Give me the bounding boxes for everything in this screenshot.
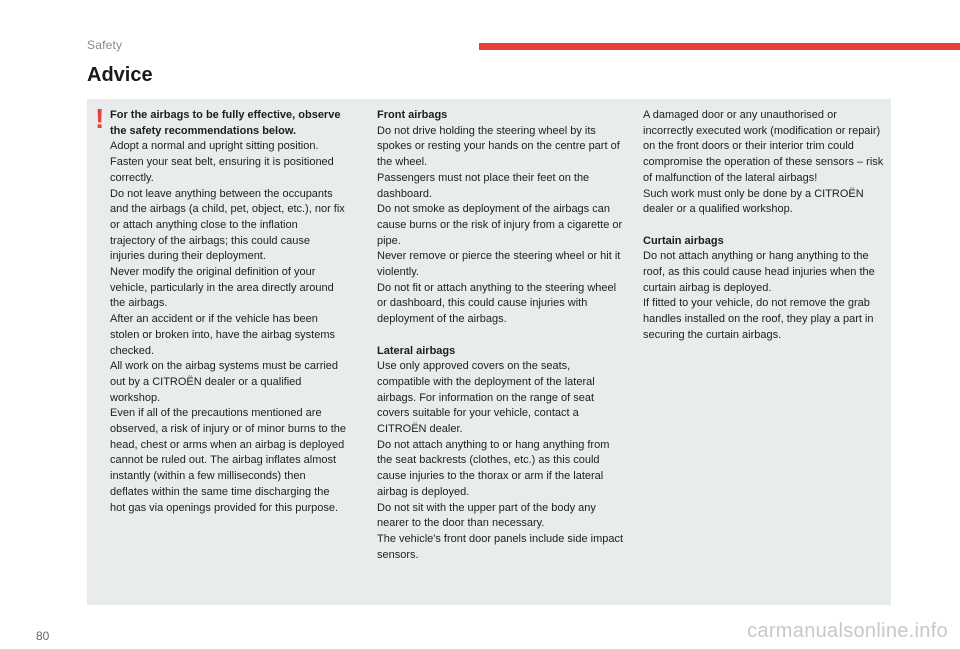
curtain-line: Do not attach anything or hang anything to the roof, as this could cause head injuries when the curtain airbag is deployed. [643, 250, 875, 294]
advice-line: After an accident or if the vehicle has been stolen or broken into, have the airbag systems checked. [110, 313, 336, 357]
lateral-line: Do not sit with the upper part of the body any nearer to the door than necessary. [377, 501, 596, 530]
column-doors-curtain [643, 108, 888, 344]
front-line: Never remove or pierce the steering wheel or hit it violently. [377, 250, 621, 279]
spacer [377, 328, 625, 344]
advice-line: Do not leave anything between the occupants and the airbags (a child, pet, object, etc.), nor fix or attach anything close to the inflation trajectory of the airbags; this could cause injuries during their deployment. [110, 187, 345, 263]
front-airbags-heading: Front airbags [377, 109, 448, 121]
advice-line: Even if all of the precautions mentioned are observed, a risk of injury or of minor burns to the head, chest or arms when an airbag is deployed cannot be ruled out. The airbag inflates almost instantly (within a few milliseconds) then deflates within the same time discharging the hot gas via openings provided for this purpose. [110, 407, 346, 514]
curtain-airbags-heading: Curtain airbags [643, 234, 724, 247]
damage-line: A damaged door or any unauthorised or incorrectly executed work (modification or repair) on the front doors or their interior trim could compromise the operation of these sensors – risk of malfunction of the lateral airbags! [643, 109, 884, 184]
watermark: carmanualsonline.info [747, 620, 948, 642]
lateral-line: The vehicle's front door panels include side impact sensors. [377, 532, 624, 561]
advice-line: Never modify the original definition of your vehicle, particularly in the area directly around the airbags. [110, 266, 334, 310]
advice-line: All work on the airbag systems must be carried out by a CITROËN dealer or a qualified workshop. [110, 360, 339, 404]
front-line: Do not drive holding the steering wheel by its spokes or resting your hands on the centre part of the wheel. [377, 124, 620, 169]
page-title: Advice [87, 64, 153, 86]
warning-exclamation-icon: ! [95, 103, 105, 134]
lateral-airbags-heading: Lateral airbags [377, 344, 456, 357]
column-front-lateral [377, 108, 625, 563]
spacer [643, 218, 888, 234]
front-line: Passengers must not place their feet on the dashboard. [377, 171, 590, 200]
front-line: Do not smoke as deployment of the airbags can cause burns or the risk of injury from a cigarette or pipe. [377, 203, 623, 247]
lateral-line: Do not attach anything to or hang anything from the seat backrests (clothes, etc.) as this could cause injuries to the thorax or arm if the lateral airbag is deployed. [377, 438, 610, 498]
column-general-advice [110, 108, 346, 516]
page-number: 80 [36, 629, 50, 643]
advice-line: Adopt a normal and upright sitting position. [110, 140, 319, 153]
damage-line: Such work must only be done by a CITROËN dealer or a qualified workshop. [643, 187, 864, 216]
section-label: Safety [87, 38, 123, 52]
section-accent-bar [479, 43, 960, 50]
intro-warning: For the airbags to be fully effective, observe the safety recommendations below. [110, 109, 341, 137]
advice-line: Fasten your seat belt, ensuring it is positioned correctly. [110, 156, 334, 184]
front-line: Do not fit or attach anything to the steering wheel or dashboard, this could cause injuries with deployment of the airbags. [377, 281, 617, 326]
curtain-line: If fitted to your vehicle, do not remove the grab handles installed on the roof, they play a part in securing the curtain airbags. [643, 297, 874, 341]
lateral-line: Use only approved covers on the seats, compatible with the deployment of the lateral airbags. For information on the range of seat covers suitable for your vehicle, contact a CITROËN dealer. [377, 360, 595, 436]
